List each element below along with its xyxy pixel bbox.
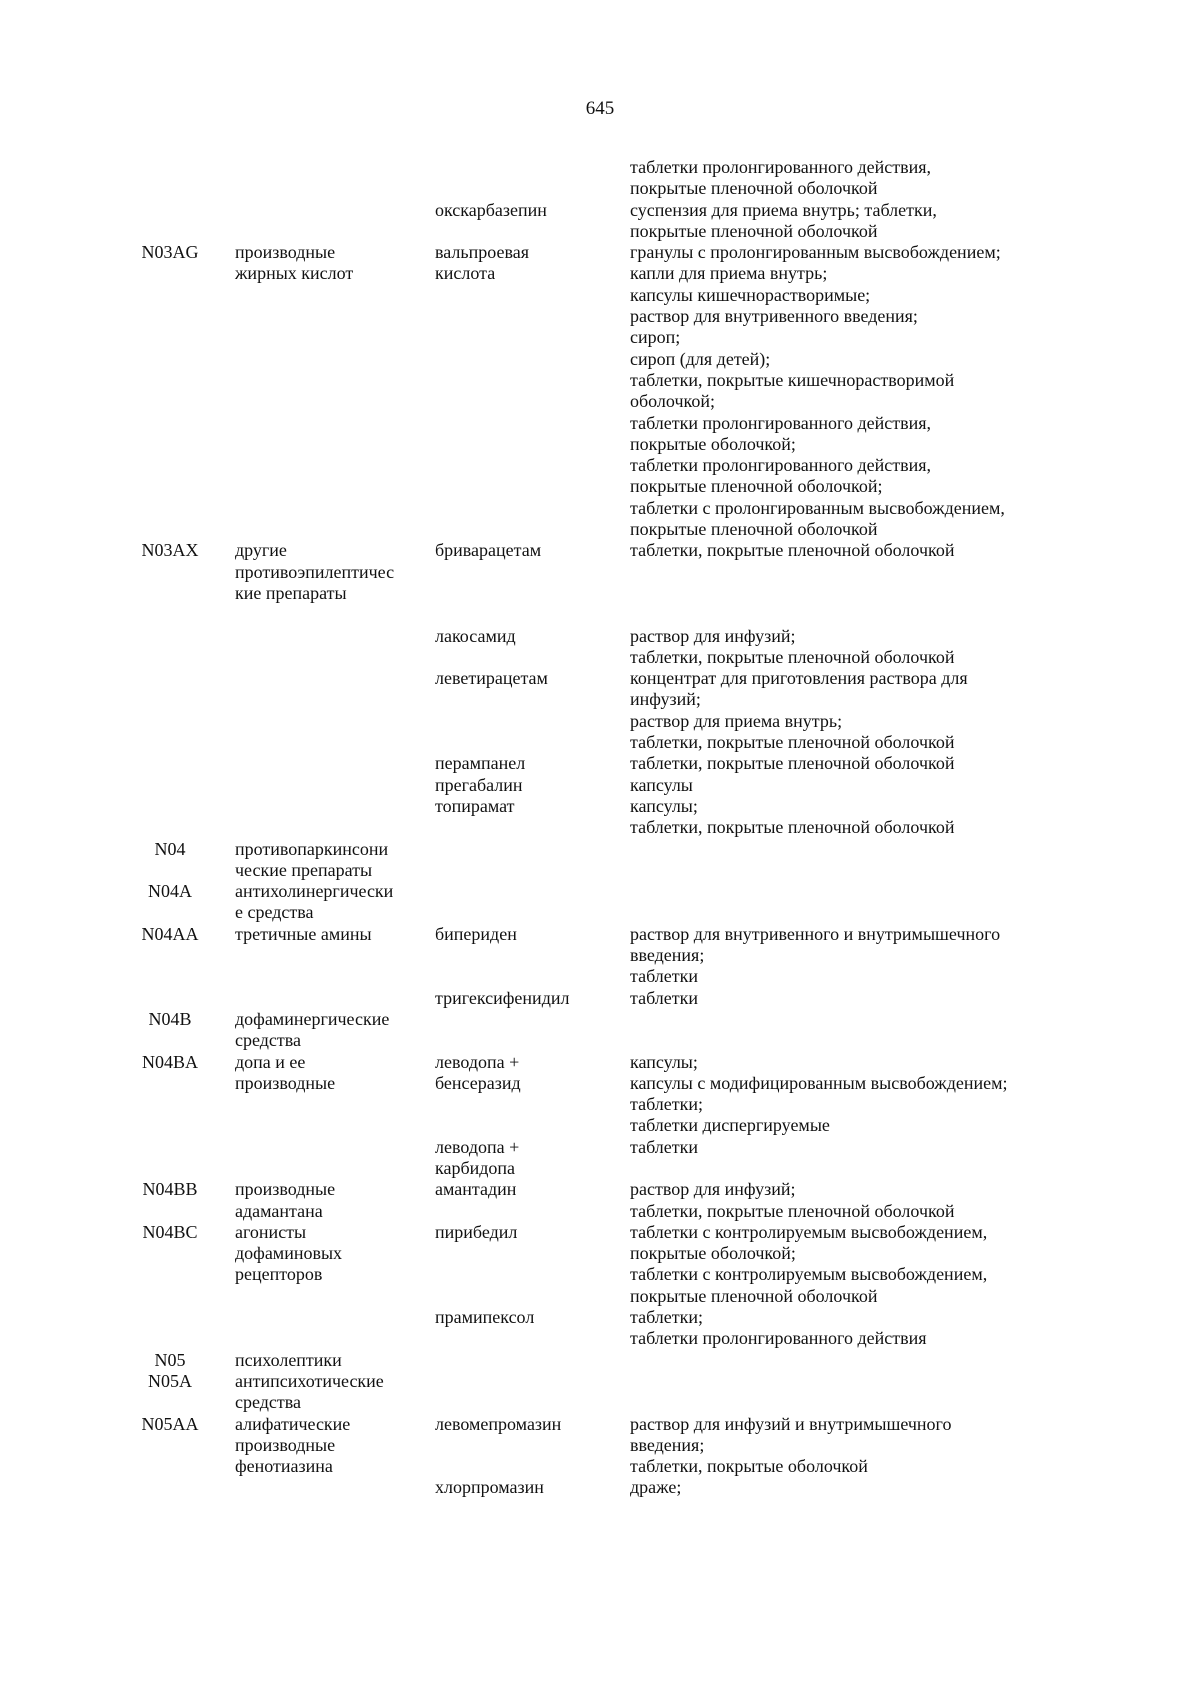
dosage-forms-line: таблетки пролонгированного действия, bbox=[630, 412, 932, 433]
drug-name-line: леветирацетам bbox=[435, 668, 548, 689]
drug-name-line: пирибедил bbox=[435, 1221, 518, 1242]
dosage-forms-line: оболочкой; bbox=[630, 391, 715, 412]
drug-name-line: карбидопа bbox=[435, 1157, 516, 1178]
dosage-forms-line: капсулы с модифицированным высвобождением; bbox=[630, 1072, 1008, 1093]
table-row bbox=[0, 626, 1200, 669]
atc-group-name bbox=[235, 839, 425, 882]
dosage-forms-line: покрытые пленочной оболочкой bbox=[630, 178, 878, 199]
atc-group-name-line: другие bbox=[235, 540, 287, 561]
drug-name bbox=[435, 775, 625, 796]
dosage-forms-line: таблетки с контролируемым высвобождением, bbox=[630, 1221, 988, 1242]
dosage-forms bbox=[630, 157, 1080, 200]
dosage-forms-line: таблетки, покрытые пленочной оболочкой bbox=[630, 1200, 955, 1221]
drug-name bbox=[435, 1052, 625, 1095]
drug-name bbox=[435, 1477, 625, 1498]
table-row bbox=[0, 988, 1200, 1009]
atc-group-name-line: рецепторов bbox=[235, 1264, 323, 1285]
table-row bbox=[0, 242, 1200, 540]
table-row bbox=[0, 775, 1200, 796]
dosage-forms bbox=[630, 1477, 1080, 1498]
atc-group-name-line: ческие препараты bbox=[235, 859, 373, 880]
dosage-forms-line: инфузий; bbox=[630, 689, 701, 710]
atc-code: N04BC bbox=[142, 1221, 198, 1242]
drug-name-line: хлорпромазин bbox=[435, 1477, 544, 1498]
dosage-forms-line: таблетки, покрытые пленочной оболочкой bbox=[630, 540, 955, 561]
table-row bbox=[0, 1009, 1200, 1052]
dosage-forms bbox=[630, 1307, 1080, 1350]
drug-name-line: кислота bbox=[435, 263, 496, 284]
table-row bbox=[0, 1137, 1200, 1180]
dosage-forms bbox=[630, 1414, 1080, 1478]
dosage-forms bbox=[630, 626, 1080, 669]
atc-group-name-line: агонисты bbox=[235, 1221, 307, 1242]
table-row bbox=[0, 668, 1200, 753]
dosage-forms-line: таблетки; bbox=[630, 1094, 704, 1115]
atc-group-name bbox=[235, 1179, 425, 1222]
dosage-forms-line: таблетки, покрытые оболочкой bbox=[630, 1456, 868, 1477]
atc-group-name-line: алифатические bbox=[235, 1413, 351, 1434]
atc-group-name bbox=[235, 924, 425, 945]
dosage-forms bbox=[630, 775, 1080, 796]
page-number: 645 bbox=[585, 98, 615, 119]
table-row bbox=[0, 1307, 1200, 1350]
drug-name-line: бипериден bbox=[435, 923, 517, 944]
atc-code: N03AX bbox=[141, 540, 199, 561]
drug-name bbox=[435, 1414, 625, 1435]
dosage-forms-line: драже; bbox=[630, 1477, 682, 1498]
table-row bbox=[0, 1179, 1200, 1222]
table-row bbox=[0, 924, 1200, 988]
table-row bbox=[0, 540, 1200, 625]
drug-name bbox=[435, 626, 625, 647]
atc-group-name-line: допа и ее bbox=[235, 1051, 306, 1072]
atc-group-name-line: средства bbox=[235, 1392, 302, 1413]
atc-code: N04 bbox=[154, 838, 186, 859]
table-row bbox=[0, 1414, 1200, 1478]
drug-name-line: лакосамид bbox=[435, 625, 516, 646]
dosage-forms-line: таблетки пролонгированного действия, bbox=[630, 157, 932, 177]
dosage-forms-line: покрытые оболочкой; bbox=[630, 1243, 796, 1264]
drug-name bbox=[435, 1137, 625, 1180]
dosage-forms-line: сироп; bbox=[630, 327, 681, 348]
dosage-forms bbox=[630, 1137, 1080, 1158]
dosage-forms-line: таблетки, покрытые пленочной оболочкой bbox=[630, 646, 955, 667]
dosage-forms-line: таблетки bbox=[630, 1136, 699, 1157]
atc-code: N04BA bbox=[141, 1051, 198, 1072]
dosage-forms bbox=[630, 924, 1080, 988]
dosage-forms-line: таблетки, покрытые кишечнорастворимой bbox=[630, 369, 955, 390]
atc-group-name bbox=[235, 1414, 425, 1478]
table-row bbox=[0, 1222, 1200, 1307]
atc-group-name-line: средства bbox=[235, 1030, 302, 1051]
dosage-forms-line: раствор для инфузий; bbox=[630, 1179, 796, 1200]
atc-group-name-line: адамантана bbox=[235, 1200, 323, 1221]
drug-name bbox=[435, 988, 625, 1009]
drug-name bbox=[435, 1307, 625, 1328]
dosage-forms bbox=[630, 988, 1080, 1009]
atc-code: N04BB bbox=[142, 1179, 198, 1200]
dosage-forms-line: таблетки с контролируемым высвобождением, bbox=[630, 1264, 988, 1285]
table-row bbox=[0, 1477, 1200, 1498]
atc-group-name bbox=[235, 1052, 425, 1095]
dosage-forms-line: капсулы; bbox=[630, 1051, 698, 1072]
table-row bbox=[0, 881, 1200, 924]
dosage-forms-line: таблетки, покрытые пленочной оболочкой bbox=[630, 817, 955, 838]
drug-name-line: левомепромазин bbox=[435, 1413, 562, 1434]
drug-name bbox=[435, 540, 625, 561]
dosage-forms bbox=[630, 668, 1080, 753]
dosage-forms-line: таблетки, покрытые пленочной оболочкой bbox=[630, 753, 955, 774]
drug-name-line: бриварацетам bbox=[435, 540, 542, 561]
atc-group-name bbox=[235, 1009, 425, 1052]
dosage-forms bbox=[630, 200, 1080, 243]
atc-code: N05A bbox=[148, 1370, 192, 1391]
dosage-forms-line: капли для приема внутрь; bbox=[630, 263, 828, 284]
dosage-forms-line: гранулы с пролонгированным высвобождением; bbox=[630, 242, 1001, 263]
atc-code: N04B bbox=[148, 1008, 192, 1029]
drug-name-line: тригексифенидил bbox=[435, 987, 570, 1008]
dosage-forms bbox=[630, 1052, 1080, 1137]
table-row bbox=[0, 200, 1200, 243]
dosage-forms-line: покрытые оболочкой; bbox=[630, 433, 796, 454]
drug-name-line: леводопа + bbox=[435, 1136, 520, 1157]
dosage-forms-line: раствор для инфузий; bbox=[630, 625, 796, 646]
drug-name-line: вальпроевая bbox=[435, 242, 529, 263]
table-row bbox=[0, 796, 1200, 839]
atc-group-name bbox=[235, 1350, 425, 1371]
atc-group-name bbox=[235, 540, 425, 604]
dosage-forms-line: таблетки, покрытые пленочной оболочкой bbox=[630, 732, 955, 753]
dosage-forms bbox=[630, 753, 1080, 774]
atc-group-name-line: третичные амины bbox=[235, 923, 372, 944]
dosage-forms bbox=[630, 540, 1080, 561]
drug-name-line: перампанел bbox=[435, 753, 526, 774]
atc-group-name-line: дофаминергические bbox=[235, 1008, 390, 1029]
atc-group-name bbox=[235, 1222, 425, 1286]
dosage-forms-line: суспензия для приема внутрь; таблетки, bbox=[630, 199, 937, 220]
atc-code: N05 bbox=[154, 1349, 186, 1370]
atc-group-name-line: дофаминовых bbox=[235, 1243, 343, 1264]
dosage-forms-line: таблетки с пролонгированным высвобождением, bbox=[630, 497, 1005, 518]
dosage-forms-line: таблетки пролонгированного действия bbox=[630, 1328, 927, 1349]
atc-group-name-line: производные bbox=[235, 1434, 336, 1455]
atc-code: N03AG bbox=[141, 242, 199, 263]
dosage-forms-line: таблетки; bbox=[630, 1307, 704, 1328]
dosage-forms-line: сироп (для детей); bbox=[630, 348, 771, 369]
drug-name-line: бенсеразид bbox=[435, 1072, 521, 1093]
table-row bbox=[0, 1052, 1200, 1137]
table-row bbox=[0, 839, 1200, 882]
dosage-forms-line: таблетки bbox=[630, 966, 699, 987]
dosage-forms-line: раствор для внутривенного и внутримышечного bbox=[630, 923, 1001, 944]
atc-group-name-line: противоэпилептичес bbox=[235, 561, 395, 582]
atc-group-name-line: антипсихотические bbox=[235, 1370, 384, 1391]
drug-name bbox=[435, 1222, 625, 1243]
table-row bbox=[0, 157, 1200, 200]
atc-group-name-line: фенотиазина bbox=[235, 1456, 333, 1477]
drug-name bbox=[435, 242, 625, 285]
drug-name-line: амантадин bbox=[435, 1179, 517, 1200]
atc-group-name-line: кие препараты bbox=[235, 582, 347, 603]
table-row bbox=[0, 1371, 1200, 1414]
atc-group-name-line: производные bbox=[235, 1072, 336, 1093]
atc-group-name bbox=[235, 881, 425, 924]
atc-group-name bbox=[235, 242, 425, 285]
drug-name-line: прамипексол bbox=[435, 1307, 535, 1328]
drug-name bbox=[435, 1179, 625, 1200]
dosage-forms-line: раствор для приема внутрь; bbox=[630, 710, 843, 731]
dosage-forms-line: таблетки bbox=[630, 987, 699, 1008]
dosage-forms-line: покрытые пленочной оболочкой bbox=[630, 1285, 878, 1306]
dosage-forms-line: введения; bbox=[630, 1434, 705, 1455]
atc-group-name-line: жирных кислот bbox=[235, 263, 354, 284]
dosage-forms bbox=[630, 796, 1080, 839]
dosage-forms-line: таблетки пролонгированного действия, bbox=[630, 455, 932, 476]
drug-name bbox=[435, 796, 625, 817]
dosage-forms-line: концентрат для приготовления раствора для bbox=[630, 668, 968, 689]
atc-code: N04A bbox=[148, 881, 192, 902]
atc-group-name-line: антихолинергически bbox=[235, 881, 394, 902]
dosage-forms-line: капсулы; bbox=[630, 795, 698, 816]
dosage-forms-line: раствор для внутривенного введения; bbox=[630, 306, 918, 327]
atc-group-name-line: противопаркинсони bbox=[235, 838, 389, 859]
atc-code: N05AA bbox=[141, 1413, 199, 1434]
dosage-forms-line: капсулы кишечнорастворимые; bbox=[630, 284, 871, 305]
dosage-forms-line: покрытые пленочной оболочкой; bbox=[630, 476, 883, 497]
dosage-forms bbox=[630, 1222, 1080, 1307]
atc-code: N04AA bbox=[141, 923, 199, 944]
table-row bbox=[0, 1350, 1200, 1371]
drug-name bbox=[435, 200, 625, 221]
dosage-forms-line: таблетки диспергируемые bbox=[630, 1115, 830, 1136]
atc-group-name-line: производные bbox=[235, 242, 336, 263]
drug-name bbox=[435, 924, 625, 945]
drug-table bbox=[0, 157, 1200, 1499]
dosage-forms-line: покрытые пленочной оболочкой bbox=[630, 519, 878, 540]
drug-name bbox=[435, 668, 625, 689]
dosage-forms-line: капсулы bbox=[630, 774, 693, 795]
dosage-forms-line: раствор для инфузий и внутримышечного bbox=[630, 1413, 952, 1434]
drug-name-line: окскарбазепин bbox=[435, 199, 547, 220]
dosage-forms-line: покрытые пленочной оболочкой bbox=[630, 220, 878, 241]
atc-group-name-line: е средства bbox=[235, 902, 314, 923]
drug-name-line: леводопа + bbox=[435, 1051, 520, 1072]
drug-name-line: прегабалин bbox=[435, 774, 523, 795]
atc-group-name-line: производные bbox=[235, 1179, 336, 1200]
drug-name bbox=[435, 753, 625, 774]
dosage-forms bbox=[630, 1179, 1080, 1222]
atc-group-name-line: психолептики bbox=[235, 1349, 342, 1370]
dosage-forms-line: введения; bbox=[630, 945, 705, 966]
dosage-forms bbox=[630, 242, 1080, 540]
table-row bbox=[0, 753, 1200, 774]
atc-group-name bbox=[235, 1371, 425, 1414]
drug-name-line: топирамат bbox=[435, 795, 515, 816]
